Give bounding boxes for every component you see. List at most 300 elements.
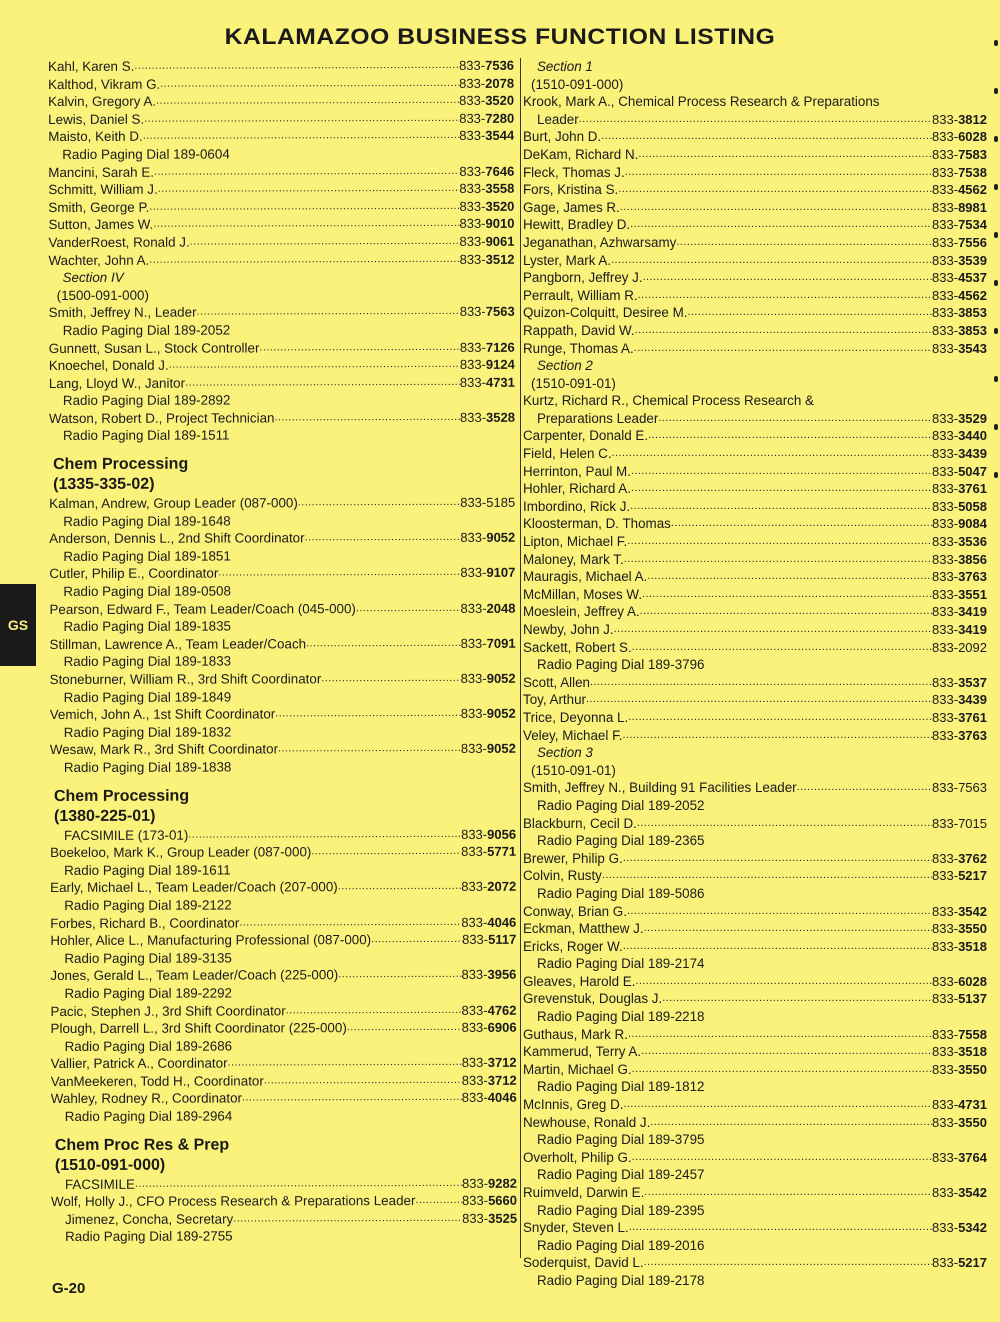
- entry-name: Jeganathan, Azhwarsamy: [523, 234, 677, 250]
- directory-entry: [523, 146, 987, 164]
- hole-mark: [994, 424, 998, 430]
- phone-prefix: 833-: [459, 128, 486, 144]
- phone-prefix: 833-: [461, 1090, 488, 1106]
- entry-name: Wahley, Rodney R., Coordinator: [50, 1090, 243, 1107]
- directory-entry: [523, 164, 987, 182]
- directory-entry: [523, 111, 987, 129]
- leader-dots: [347, 1019, 462, 1037]
- phone-extension: 3762: [958, 850, 987, 866]
- phone-prefix: 833-: [932, 551, 959, 567]
- phone-prefix: 833-: [459, 216, 486, 232]
- phone-extension: 3518: [958, 1044, 987, 1060]
- directory-entry: [50, 740, 516, 759]
- entry-name: Smith, Jeffrey N., Leader: [48, 304, 197, 321]
- leader-dots: [648, 427, 932, 445]
- phone-extension: 4731: [485, 374, 515, 390]
- entry-name: FACSIMILE (173-01): [64, 827, 189, 843]
- leader-dots: [586, 691, 932, 709]
- leader-dots: [601, 128, 932, 146]
- directory-entry: [51, 1072, 517, 1091]
- phone-prefix: 833-: [461, 826, 488, 842]
- entry-name: Anderson, Dennis L., 2nd Shift Coordinator: [49, 530, 305, 547]
- phone-extension: 3419: [958, 622, 987, 637]
- entry-name: Hohler, Richard A.: [523, 481, 631, 497]
- directory-entry: [523, 639, 987, 657]
- phone-prefix: 833-: [460, 706, 487, 722]
- phone-prefix: 833-: [932, 164, 959, 180]
- directory-entry: [523, 1043, 987, 1061]
- phone-prefix: 833-: [932, 622, 959, 637]
- leader-dots: [623, 1096, 932, 1114]
- phone-number: [462, 1072, 517, 1090]
- phone-prefix: 833-: [460, 530, 487, 546]
- phone-extension: 3536: [958, 534, 987, 550]
- directory-entry: [50, 825, 516, 844]
- directory-entry: [523, 621, 987, 639]
- directory-entry: [523, 603, 987, 621]
- entry-name: McInnis, Greg D.: [523, 1097, 624, 1113]
- entry-name: Stoneburner, William R., 3rd Shift Coordinator: [49, 671, 322, 687]
- entry-name: Soderquist, David L.: [523, 1255, 644, 1271]
- section-label: Section 2: [537, 358, 593, 374]
- phone-number: [460, 494, 515, 512]
- phone-extension: 3529: [958, 410, 987, 426]
- directory-entry: [523, 1149, 987, 1167]
- entry-name: Gage, James R.: [523, 199, 620, 215]
- leader-dots: [632, 1149, 932, 1167]
- phone-extension: 7558: [958, 1026, 987, 1042]
- phone-extension: 5660: [488, 1193, 518, 1209]
- phone-prefix: 833-: [462, 931, 489, 948]
- phone-number: [460, 303, 515, 321]
- phone-number: [932, 815, 987, 833]
- phone-number: [932, 1219, 987, 1237]
- phone-extension: 6028: [958, 129, 987, 145]
- phone-extension: 2078: [485, 75, 515, 91]
- leader-dots: [638, 146, 932, 164]
- entry-name: Vemich, John A., 1st Shift Coordinator: [49, 706, 276, 723]
- entry-name: Sackett, Robert S.: [523, 639, 632, 655]
- phone-extension: 3512: [485, 251, 515, 267]
- phone-number: [932, 480, 987, 498]
- entry-name: Imbordino, Rick J.: [523, 498, 631, 514]
- directory-entry: [523, 1096, 987, 1114]
- entry-name: Trice, Deyonna L.: [523, 709, 629, 725]
- phone-extension: 3853: [958, 322, 987, 338]
- phone-prefix: 833-: [932, 815, 959, 831]
- phone-prefix: 833-: [461, 1019, 488, 1036]
- phone-prefix: 833-: [459, 339, 486, 355]
- leader-dots: [153, 215, 459, 233]
- phone-number: [462, 1192, 517, 1210]
- phone-prefix: 833-: [460, 741, 487, 757]
- directory-entry: [523, 990, 987, 1008]
- leader-dots: [149, 250, 459, 268]
- phone-prefix: 833-: [932, 305, 959, 321]
- leader-dots: [278, 740, 461, 758]
- radio-paging-line: Radio Paging Dial 189-0604: [62, 146, 230, 162]
- leader-dots: [264, 1072, 462, 1090]
- phone-number: [460, 250, 515, 268]
- phone-number: [932, 621, 987, 639]
- phone-extension: 4046: [487, 1090, 517, 1106]
- leader-dots: [156, 92, 459, 110]
- phone-number: [932, 586, 987, 604]
- leader-dots: [625, 164, 932, 182]
- entry-name: Colvin, Rusty: [523, 868, 602, 884]
- phone-extension: 9052: [486, 705, 516, 722]
- phone-number: [461, 966, 516, 984]
- phone-extension: 4537: [958, 270, 987, 286]
- hole-mark: [994, 280, 998, 286]
- radio-paging-line: Radio Paging Dial 189-3135: [64, 950, 232, 966]
- leader-dots: [228, 1054, 462, 1072]
- phone-number: [460, 373, 515, 391]
- directory-entry: [523, 515, 987, 533]
- section-code: (1500-091-000): [56, 287, 149, 303]
- directory-entry: [523, 480, 987, 498]
- directory-entry: [523, 498, 987, 516]
- leader-dots: [305, 529, 461, 547]
- phone-prefix: 833-: [932, 481, 959, 497]
- entry-name: Brewer, Philip G.: [523, 850, 623, 866]
- phone-extension: 3856: [958, 551, 987, 567]
- directory-entry: [523, 568, 987, 586]
- department-heading: Chem Processing: [53, 787, 190, 805]
- leader-dots: [338, 966, 461, 984]
- directory-entry: [49, 409, 515, 428]
- phone-extension: 7646: [485, 163, 515, 179]
- phone-extension: 2048: [486, 600, 516, 616]
- directory-entry: [523, 234, 987, 252]
- phone-prefix: 833-: [461, 914, 488, 930]
- hole-mark: [994, 136, 998, 142]
- entry-name: McMillan, Moses W.: [523, 586, 643, 602]
- phone-prefix: 833-: [462, 1193, 489, 1209]
- directory-entry: [523, 322, 987, 340]
- leader-dots: [612, 445, 932, 463]
- entry-name: Newhouse, Ronald J.: [523, 1114, 651, 1130]
- phone-prefix: 833-: [932, 569, 959, 585]
- phone-prefix: 833-: [459, 409, 487, 425]
- directory-entry: [48, 198, 514, 217]
- radio-paging-line: Radio Paging Dial 189-1611: [64, 862, 231, 878]
- directory-entry: [523, 340, 987, 358]
- entry-name: Stillman, Lawrence A., Team Leader/Coach: [49, 636, 307, 652]
- radio-paging-line: Radio Paging Dial 189-1849: [63, 689, 232, 705]
- phone-prefix: 833-: [932, 516, 959, 532]
- phone-prefix: 833-: [459, 304, 486, 320]
- radio-paging-line: Radio Paging Dial 189-2218: [537, 1009, 705, 1025]
- binder-holes: [994, 40, 1000, 520]
- phone-number: [461, 740, 516, 758]
- entry-name: VanderRoest, Ronald J.: [48, 234, 190, 250]
- phone-prefix: 833-: [932, 1220, 959, 1236]
- leader-dots: [356, 600, 461, 618]
- directory-entry: [48, 74, 514, 93]
- leader-dots: [634, 340, 932, 358]
- phone-extension: 5217: [958, 868, 987, 884]
- phone-number: [462, 1001, 517, 1019]
- phone-prefix: 833-: [459, 181, 486, 197]
- entry-name: Veley, Michael F.: [523, 727, 623, 743]
- entry-name: Lipton, Michael F.: [523, 534, 628, 550]
- directory-entry: [523, 445, 987, 463]
- phone-extension: 2092: [958, 639, 987, 655]
- leader-dots: [620, 199, 932, 217]
- leader-dots: [641, 1043, 932, 1061]
- leader-dots: [624, 551, 932, 569]
- directory-entry: [51, 1210, 517, 1229]
- phone-prefix: 833-: [932, 1185, 959, 1200]
- phone-prefix: 833-: [932, 428, 959, 444]
- phone-prefix: 833-: [932, 692, 959, 708]
- phone-extension: 3761: [958, 709, 987, 725]
- leader-dots: [298, 494, 460, 512]
- entry-name: Moeslein, Jeffrey A.: [523, 604, 640, 620]
- leader-dots: [239, 913, 461, 931]
- leader-dots: [135, 1175, 462, 1193]
- phone-number: [932, 973, 987, 991]
- phone-number: [460, 564, 515, 582]
- phone-extension: 7091: [486, 635, 516, 651]
- directory-entry: [51, 1019, 517, 1038]
- entry-name: Boekeloo, Mark K., Group Leader (087-000): [50, 844, 312, 861]
- phone-number: [459, 127, 514, 145]
- entry-name: Sutton, James W.: [48, 217, 154, 233]
- phone-number: [932, 1184, 987, 1202]
- directory-entry: [523, 1184, 987, 1202]
- entry-name: Snyder, Steven L.: [523, 1220, 629, 1236]
- phone-prefix: 833-: [461, 1002, 488, 1018]
- entry-name: Mauragis, Michael A.: [523, 569, 648, 585]
- section-code: (1510-091-01): [531, 375, 616, 391]
- right-column: [520, 58, 987, 1288]
- radio-paging-line: Radio Paging Dial 189-2964: [64, 1108, 233, 1125]
- entry-name: Kalthod, Vikram G.: [48, 76, 161, 92]
- phone-extension: 3528: [486, 409, 515, 425]
- phone-extension: 5217: [958, 1255, 987, 1271]
- directory-entry: [523, 779, 987, 797]
- leader-dots: [185, 374, 460, 392]
- phone-prefix: 833-: [932, 446, 959, 462]
- phone-prefix: 833-: [932, 340, 959, 356]
- phone-number: [460, 356, 515, 374]
- entry-name: Grevenstuk, Douglas J.: [523, 991, 663, 1007]
- phone-prefix: 833-: [932, 463, 959, 479]
- phone-number: [932, 199, 987, 217]
- phone-prefix: 833-: [932, 1149, 959, 1165]
- phone-number: [932, 181, 987, 199]
- phone-extension: 9107: [486, 565, 516, 581]
- phone-extension: 7538: [958, 164, 987, 180]
- directory-entry: [523, 128, 987, 146]
- directory-entry: [523, 304, 987, 322]
- phone-number: [932, 234, 987, 252]
- entry-name: Runge, Thomas A.: [523, 340, 634, 356]
- leader-dots: [144, 110, 459, 128]
- phone-number: [932, 340, 987, 358]
- radio-paging-line: Radio Paging Dial 189-2122: [64, 897, 232, 913]
- phone-extension: 3419: [958, 604, 987, 620]
- leader-dots: [134, 57, 459, 75]
- entry-name: Overholt, Philip G.: [523, 1149, 632, 1165]
- entry-name: Vallier, Patrick A., Coordinator: [50, 1055, 228, 1072]
- phone-extension: 8981: [958, 199, 987, 215]
- directory-entry: [48, 110, 514, 129]
- radio-paging-line: Radio Paging Dial 189-2052: [62, 322, 231, 338]
- phone-extension: 3550: [958, 1114, 987, 1130]
- directory-entry: [523, 287, 987, 305]
- leader-dots: [590, 674, 932, 692]
- phone-number: [932, 603, 987, 621]
- leader-dots: [635, 322, 932, 340]
- entry-name: Mancini, Sarah E.: [48, 164, 155, 180]
- phone-number: [932, 1061, 987, 1079]
- hole-mark: [994, 88, 998, 94]
- leader-dots: [628, 709, 932, 727]
- directory-entry: [523, 815, 987, 833]
- leader-dots: [611, 252, 932, 270]
- directory-entry: [523, 1061, 987, 1079]
- entry-name-continued: Kurtz, Richard R., Chemical Process Research &: [523, 393, 814, 409]
- phone-number: [459, 110, 514, 128]
- phone-number: [932, 639, 987, 657]
- entry-name: Newby, John J.: [523, 622, 614, 637]
- leader-dots: [158, 180, 460, 198]
- leader-dots: [630, 498, 932, 516]
- leader-dots: [630, 216, 932, 234]
- entry-name: Jones, Gerald L., Team Leader/Coach (225-000): [50, 967, 339, 984]
- phone-prefix: 833-: [459, 233, 486, 249]
- phone-extension: 3439: [958, 446, 987, 462]
- entry-name: Maloney, Mark T.: [523, 551, 624, 567]
- phone-number: [932, 1026, 987, 1044]
- leader-dots: [286, 1001, 462, 1019]
- leader-dots: [311, 843, 461, 861]
- directory-entry: [48, 233, 514, 252]
- phone-number: [462, 1019, 517, 1037]
- entry-name: Hewitt, Bradley D.: [523, 217, 631, 233]
- phone-extension: 4731: [958, 1097, 987, 1113]
- leader-dots: [188, 825, 461, 843]
- phone-number: [461, 705, 516, 723]
- section-label: Section 3: [537, 745, 593, 761]
- phone-extension: 9056: [487, 826, 517, 842]
- phone-extension: 3525: [488, 1210, 518, 1226]
- entry-name: Early, Michael L., Team Leader/Coach (207-000): [50, 879, 338, 896]
- leader-dots: [632, 639, 932, 657]
- phone-number: [932, 1254, 987, 1272]
- leader-dots: [638, 287, 932, 305]
- leader-dots: [629, 1219, 932, 1237]
- phone-prefix: 833-: [932, 921, 959, 937]
- radio-paging-line: Radio Paging Dial 189-2395: [537, 1202, 705, 1218]
- phone-extension: 9061: [485, 233, 515, 249]
- phone-prefix: 833-: [932, 639, 959, 655]
- radio-paging-line: Radio Paging Dial 189-3795: [537, 1132, 705, 1148]
- phone-number: [932, 938, 987, 956]
- phone-number: [461, 670, 516, 688]
- phone-prefix: 833-: [932, 111, 959, 127]
- radio-paging-line: Radio Paging Dial 189-1648: [63, 513, 231, 529]
- phone-extension: 3764: [958, 1149, 987, 1165]
- phone-extension: 5047: [958, 463, 987, 479]
- directory-entry: [50, 843, 516, 862]
- directory-entry: [49, 303, 515, 322]
- phone-prefix: 833-: [460, 600, 487, 616]
- directory-entry: [523, 1254, 987, 1272]
- phone-number: [932, 920, 987, 938]
- section-code: (1510-091-01): [531, 762, 616, 778]
- entry-name: Pangborn, Jeffrey J.: [523, 270, 643, 286]
- phone-number: [461, 843, 516, 861]
- phone-extension: 3763: [958, 727, 987, 743]
- phone-prefix: 833-: [932, 938, 959, 954]
- phone-extension: 2072: [487, 879, 517, 895]
- entry-name: Burt, John D.: [523, 129, 602, 145]
- radio-paging-line: Radio Paging Dial 189-3796: [537, 657, 705, 673]
- phone-prefix: 833-: [932, 182, 959, 198]
- directory-entry: [523, 181, 987, 199]
- radio-paging-line: Radio Paging Dial 189-2457: [537, 1167, 705, 1183]
- phone-number: [932, 498, 987, 516]
- entry-name: Smith, Jeffrey N., Building 91 Facilities Leader: [523, 780, 797, 796]
- phone-extension: 5117: [488, 931, 517, 947]
- leader-dots: [274, 409, 460, 427]
- phone-extension: 3550: [958, 1061, 987, 1077]
- phone-prefix: 833-: [932, 199, 959, 215]
- phone-number: [462, 1054, 517, 1072]
- phone-extension: 4762: [487, 1002, 517, 1018]
- hole-mark: [994, 328, 998, 334]
- leader-dots: [642, 586, 932, 604]
- leader-dots: [687, 304, 932, 322]
- phone-extension: 9052: [486, 741, 516, 757]
- leader-dots: [160, 75, 459, 93]
- entry-name: Cutler, Philip E., Coordinator: [49, 565, 219, 582]
- phone-extension: 9052: [486, 670, 516, 686]
- leader-dots: [628, 1026, 932, 1044]
- phone-prefix: 833-: [932, 973, 959, 989]
- entry-name: Herrinton, Paul M.: [523, 463, 631, 479]
- phone-prefix: 833-: [932, 410, 959, 426]
- radio-paging-line: Radio Paging Dial 189-2016: [537, 1237, 705, 1253]
- phone-prefix: 833-: [459, 356, 486, 373]
- phone-extension: 7015: [958, 815, 987, 831]
- phone-number: [932, 709, 987, 727]
- phone-number: [460, 529, 515, 547]
- entry-name: Pacic, Stephen J., 3rd Shift Coordinator: [50, 1002, 286, 1019]
- phone-prefix: 833-: [462, 1210, 489, 1226]
- leader-dots: [631, 463, 932, 481]
- phone-prefix: 833-: [459, 93, 486, 109]
- phone-prefix: 833-: [932, 604, 959, 620]
- directory-entry: [523, 709, 987, 727]
- entry-name: Leader: [537, 111, 579, 127]
- department-heading: Chem Proc Res & Prep: [54, 1136, 230, 1154]
- entry-name: Eckman, Matthew J.: [523, 921, 644, 937]
- entry-name: Watson, Robert D., Project Technician: [48, 410, 275, 426]
- directory-entry: [50, 670, 516, 689]
- directory-entry: [49, 356, 515, 375]
- phone-extension: 7563: [485, 304, 515, 320]
- entry-name: Scott, Allen: [523, 674, 590, 690]
- radio-paging-line: Radio Paging Dial 189-2292: [64, 985, 232, 1001]
- section-tab[interactable]: [0, 584, 36, 666]
- leader-dots: [242, 1089, 462, 1107]
- phone-number: [932, 568, 987, 586]
